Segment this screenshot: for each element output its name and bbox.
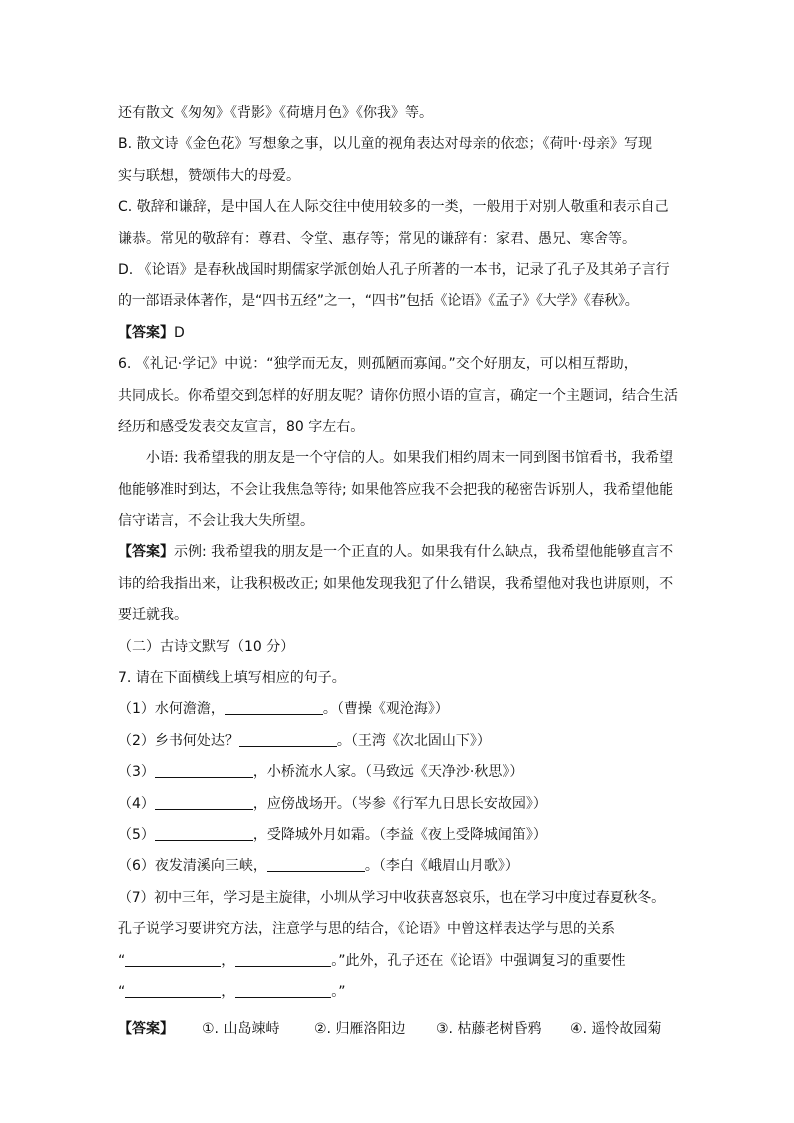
fill-item-7-blanks-a — [118, 946, 678, 977]
section-heading: （二）古诗文默写（10 分） — [118, 638, 295, 655]
fill-suffix: 。（曹操《观沧海》） — [322, 701, 449, 718]
fill-prefix: （1）水何澹澹， — [118, 701, 225, 718]
text-line: 讳的给我指出来，让我积极改正; 如果他发现我犯了什么错误，我希望他对我也讲原则，不 — [118, 575, 674, 592]
answer-line — [118, 318, 678, 349]
fill-item-7: （7）初中三年，学习是主旋律，小圳从学习中收获喜怒哀乐，也在学习中度过春夏秋冬。 — [118, 889, 665, 906]
text-line: 经历和感受发表交友宣言，80 字左右。 — [118, 418, 365, 435]
text-line: 还有散文《匆匆》《背影》《荷塘月色》《你我》等。 — [118, 105, 433, 121]
quote-open: “ — [118, 952, 126, 969]
fill-blank — [155, 839, 253, 841]
answer-item-1: ①. 山岛竦峙 — [202, 1021, 280, 1038]
document-page — [118, 98, 678, 1046]
text-line: 的一部语录体著作，是“四书五经”之一，“四书”包括《论语》《孟子》《大学》《春秋》。 — [118, 293, 639, 310]
text-line: 信守诺言，不会让我大失所望。 — [118, 513, 314, 530]
question-7-line: 7. 请在下面横线上填写相应的句子。 — [118, 670, 346, 687]
fill-blank — [125, 996, 221, 998]
fill-suffix: 。” — [331, 983, 346, 1000]
fill-item-7-blanks-b — [118, 977, 678, 1008]
text-line: 共同成长。你希望交到怎样的好朋友呢？请你仿照小语的宣言，确定一个主题词，结合生活 — [118, 387, 678, 404]
fill-blank — [155, 776, 253, 778]
option-d-line: D. 《论语》是春秋战国时期儒家学派创始人孔子所著的一本书，记录了孔子及其弟子言行 — [118, 261, 670, 278]
fill-suffix: ，小桥流水人家。（马致远《天净沙·秋思》） — [252, 764, 524, 781]
fill-suffix: 。（李白《峨眉山月歌》） — [364, 858, 519, 875]
fill-blank — [235, 965, 331, 967]
fill-item-1 — [118, 694, 678, 725]
fill-item-4 — [118, 789, 678, 820]
fill-item-2 — [118, 726, 678, 757]
answer-item-4: ④. 遥怜故园菊 — [570, 1021, 662, 1038]
text-line: 实与联想，赞颂伟大的母爱。 — [118, 167, 300, 184]
fill-prefix: （4） — [118, 795, 155, 812]
fill-prefix: （3） — [118, 764, 155, 781]
fill-prefix: （6）夜发清溪向三峡， — [118, 858, 267, 875]
option-b-line: B. 散文诗《金色花》写想象之事，以儿童的视角表达对母亲的依恋；《荷叶·母亲》写现 — [118, 136, 652, 153]
fill-blank — [125, 965, 221, 967]
fill-blank — [225, 713, 323, 715]
example-line: 小语: 我希望我的朋友是一个守信的人。如果我们相约周末一同到图书馆看书，我希望 — [146, 450, 674, 467]
answer-item-2: ②. 归雁洛阳边 — [314, 1021, 406, 1038]
comma: ， — [221, 983, 236, 1000]
fill-prefix: （2）乡书何处达？ — [118, 732, 239, 749]
fill-prefix: （5） — [118, 826, 155, 843]
answer-line — [118, 537, 678, 568]
text-line: 孔子说学习要讲究方法，注意学与思的结合，《论语》中曾这样表达学与思的关系 — [118, 921, 615, 938]
option-c-line: C. 敬辞和谦辞，是中国人在人际交往中使用较多的一类，一般用于对别人敬重和表示自己 — [118, 199, 669, 216]
text-line: 要迁就我。 — [118, 607, 188, 624]
answer-value: 示例: 我希望我的朋友是一个正直的人。如果我有什么缺点，我希望他能够直言不 — [174, 544, 674, 561]
answer-tag: 【答案】 — [118, 544, 174, 561]
answer-tag: 【答案】 — [118, 324, 174, 341]
text-line: 谦恭。常见的敬辞有：尊君、令堂、惠存等；常见的谦辞有：家君、愚兄、寒舍等。 — [118, 230, 636, 247]
fill-suffix: 。”此外，孔子还在《论语》中强调复习的重要性 — [331, 952, 626, 969]
comma: ， — [221, 952, 236, 969]
answer-value: D — [174, 324, 185, 341]
fill-suffix: ，受降城外月如霜。（李益《夜上受降城闻笛》） — [252, 826, 547, 843]
fill-blank — [235, 996, 331, 998]
fill-item-6 — [118, 851, 678, 882]
fill-blank — [155, 808, 253, 810]
quote-open: “ — [118, 983, 126, 1000]
answer-item-3: ③. 枯藤老树昏鸦 — [436, 1021, 542, 1038]
fill-item-5 — [118, 820, 678, 851]
text-line: 他能够准时到达，不会让我焦急等待; 如果他答应我不会把我的秘密告诉别人，我希望他能 — [118, 481, 674, 498]
answer-line-7 — [118, 1014, 678, 1045]
fill-suffix: 。（王湾《次北固山下》） — [336, 732, 491, 749]
question-6-line: 6. 《礼记·学记》中说：“独学而无友，则孤陋而寡闻。”交个好朋友，可以相互帮助， — [118, 356, 638, 373]
fill-suffix: ，应傍战场开。（岑参《行军九日思长安故园》） — [252, 795, 547, 812]
fill-blank — [239, 745, 337, 747]
answer-tag: 【答案】 — [118, 1021, 174, 1038]
fill-blank — [267, 870, 365, 872]
fill-item-3 — [118, 757, 678, 788]
